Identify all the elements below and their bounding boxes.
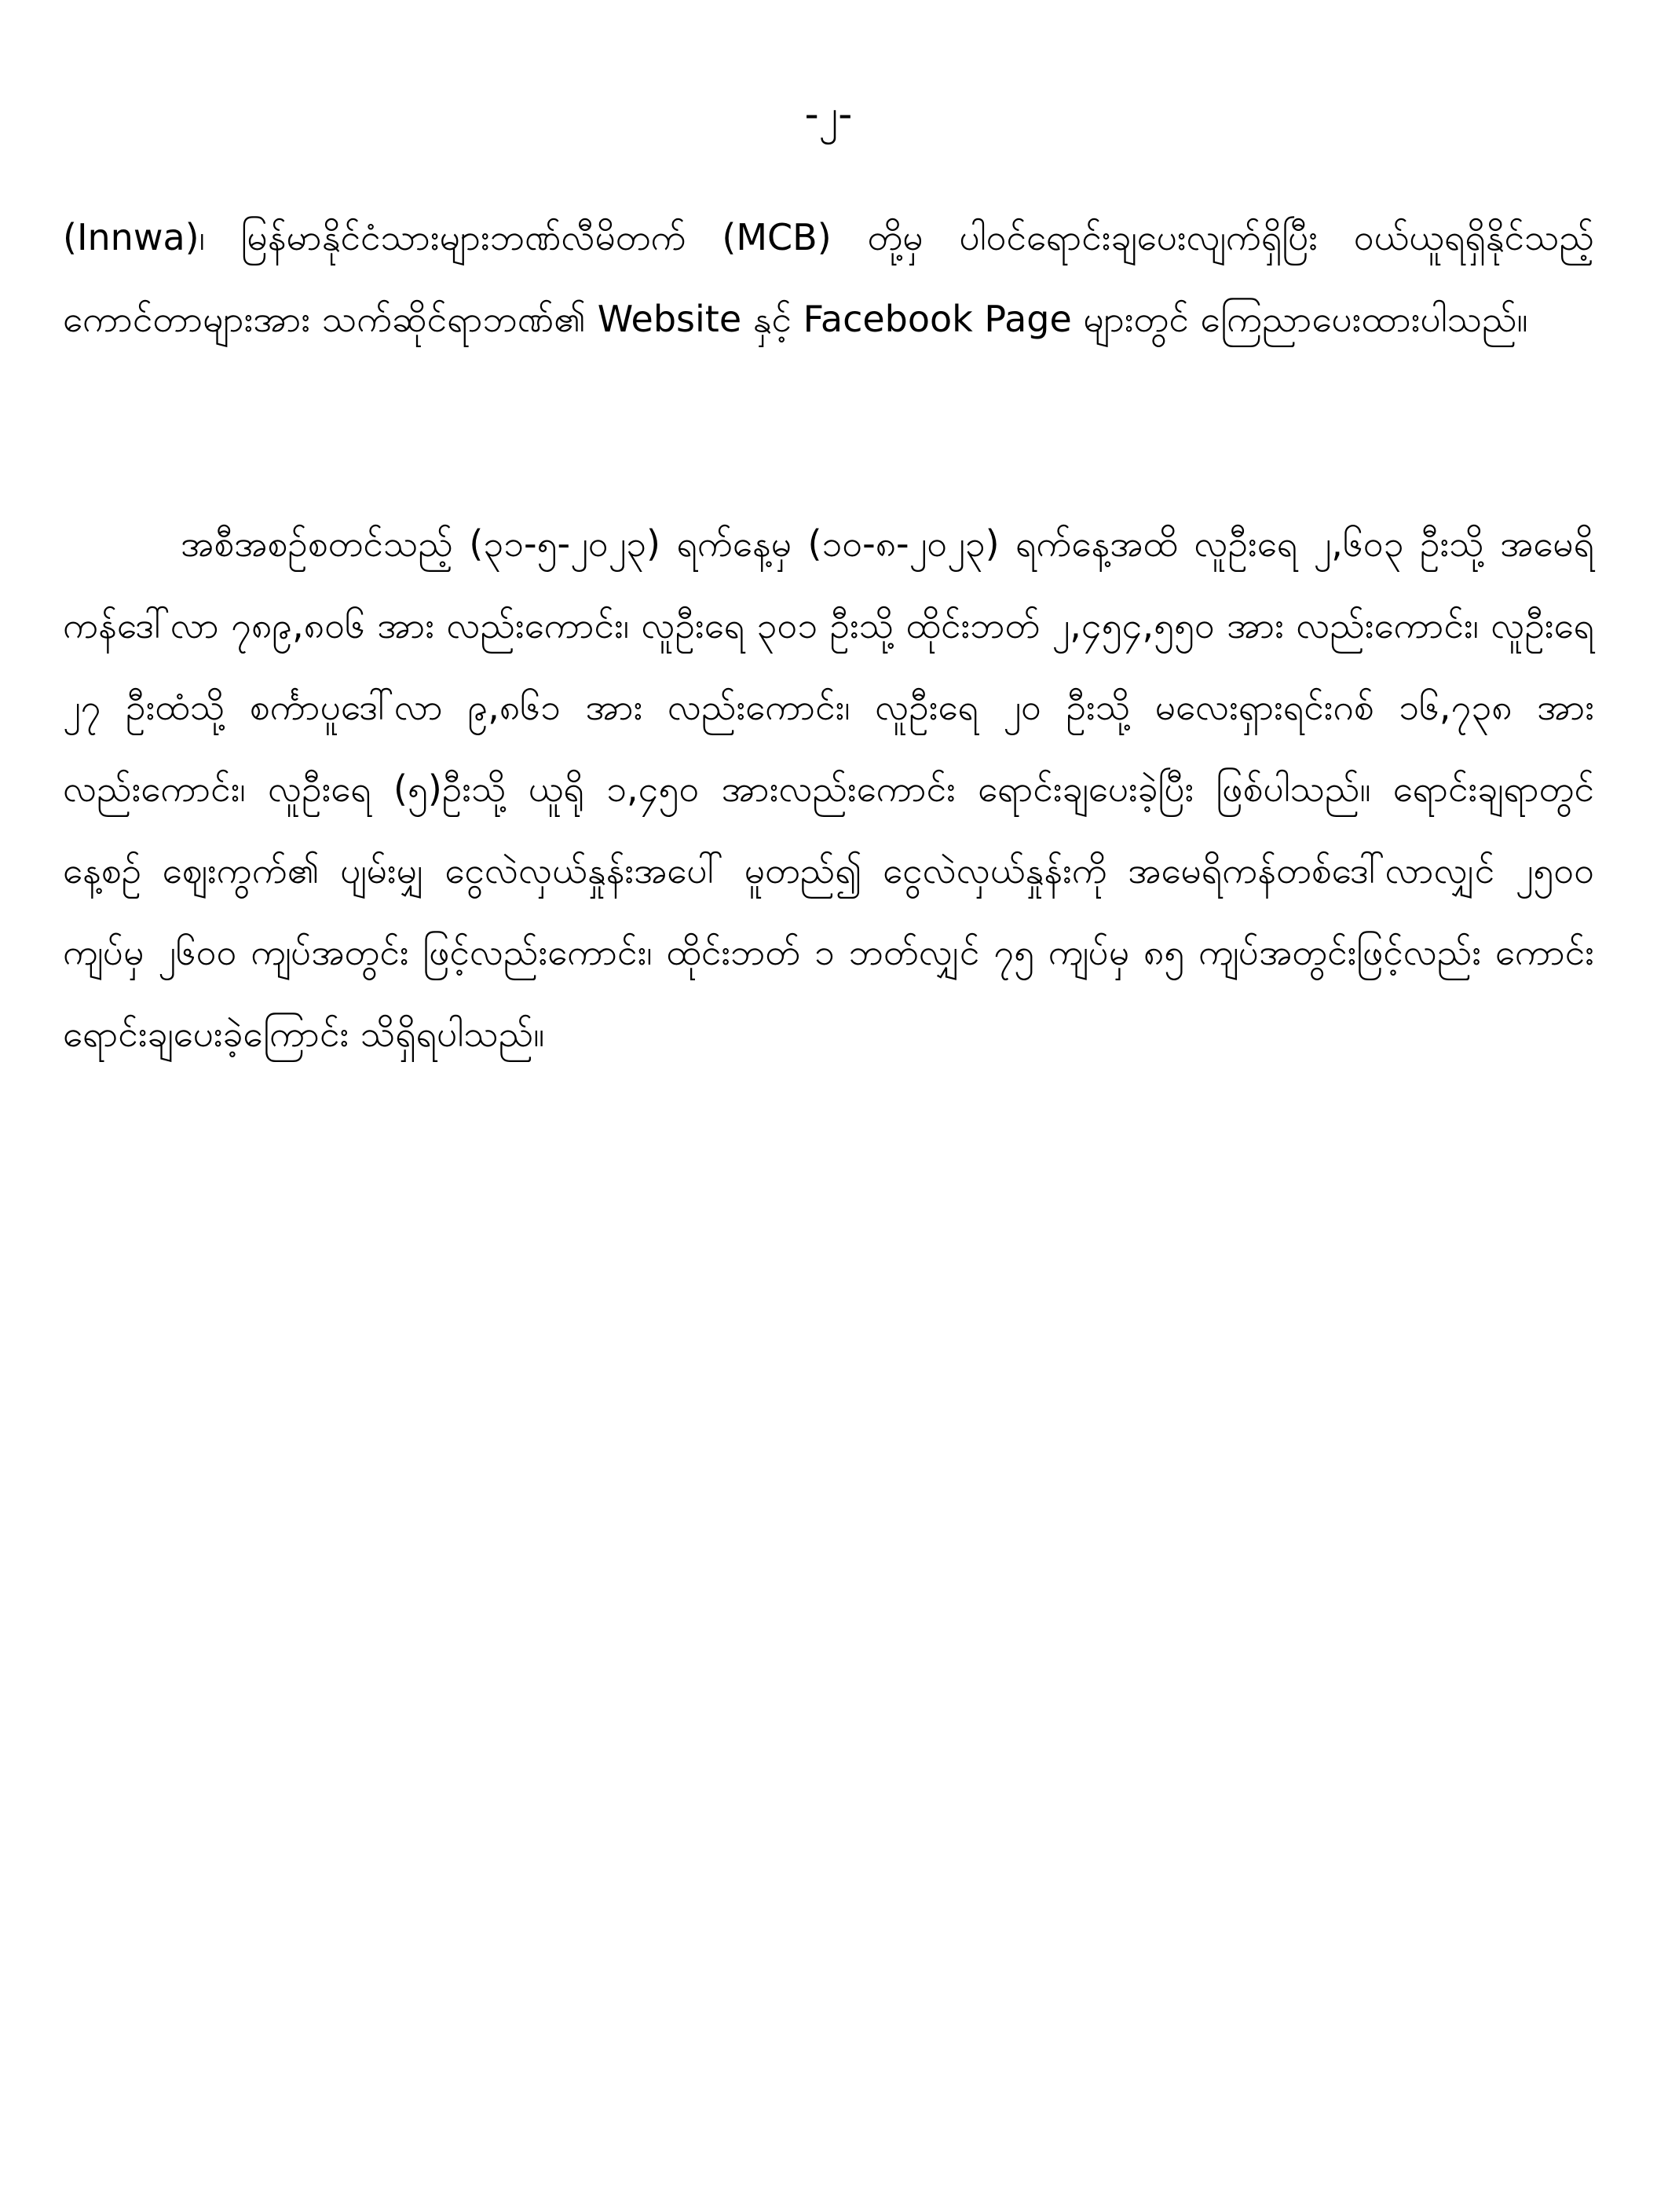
paragraph-2-text: အစီအစဉ်စတင်သည့် (၃၁-၅-၂၀၂၃) ရက်နေ့မှ (၁၀-၈-၂၀၂၃) ရက်နေ့အထိ လူဦးရေ ၂,၆၀၃ ဦးသို့ အမေရိကန်ဒေါ်လာ ၇၈၉,၈၀၆ အား လည်းကောင်း၊ လူဦးရေ ၃၀၁ ဦးသို့ ထိုင်းဘတ် ၂,၄၅၄,၅၅၀ အား လည်းကောင်း၊ လူဦးရေ ၂၇ ဦးထံသို့ စင်္ကာပူဒေါ်လာ ၉,၈၆၁ အား လည်းကောင်း၊ လူဦးရေ ၂၀ ဦးသို့ မလေးရှားရင်းဂစ် ၁၆,၇၃၈ အား လည်းကောင်း၊ လူဦးရေ (၅)ဦးသို့ ယူရို ၁,၄၅၀ အားလည်းကောင်း ရောင်းချပေးခဲ့ပြီး ဖြစ်ပါသည်။ ရောင်းချရာတွင် နေ့စဉ် ဈေးကွက်၏ ပျမ်းမျှ ငွေလဲလှယ်နှုန်းအပေါ် မူတည်၍ ငွေလဲလှယ်နှုန်းကို အမေရိကန်တစ်ဒေါ်လာလျှင် ၂၅၀၀ ကျပ်မှ ၂၆၀၀ ကျပ်အတွင်း ဖြင့်လည်းကောင်း၊ ထိုင်းဘတ် ၁ ဘတ်လျှင် ၇၅ ကျပ်မှ ၈၅ ကျပ်အတွင်းဖြင့်လည်း ကောင်း ရောင်းချပေးခဲ့ကြောင်း သိရှိရပါသည်။	[63, 522, 1594, 1055]
paragraph-2	[63, 503, 1594, 1075]
paragraph-1	[63, 196, 1594, 360]
paragraph-1-text: (Innwa)၊ မြန်မာနိုင်ငံသားများဘဏ်လီမိတက် (MCB) တို့မှ ပါဝင်ရောင်းချပေးလျက်ရှိပြီး ဝယ်ယူရရှိနိုင်သည့် ကောင်တာများအား သက်ဆိုင်ရာဘဏ်၏ Website နှင့် Facebook Page များတွင် ကြေညာပေးထားပါသည်။	[63, 216, 1594, 340]
page-number: -၂-	[804, 91, 853, 137]
